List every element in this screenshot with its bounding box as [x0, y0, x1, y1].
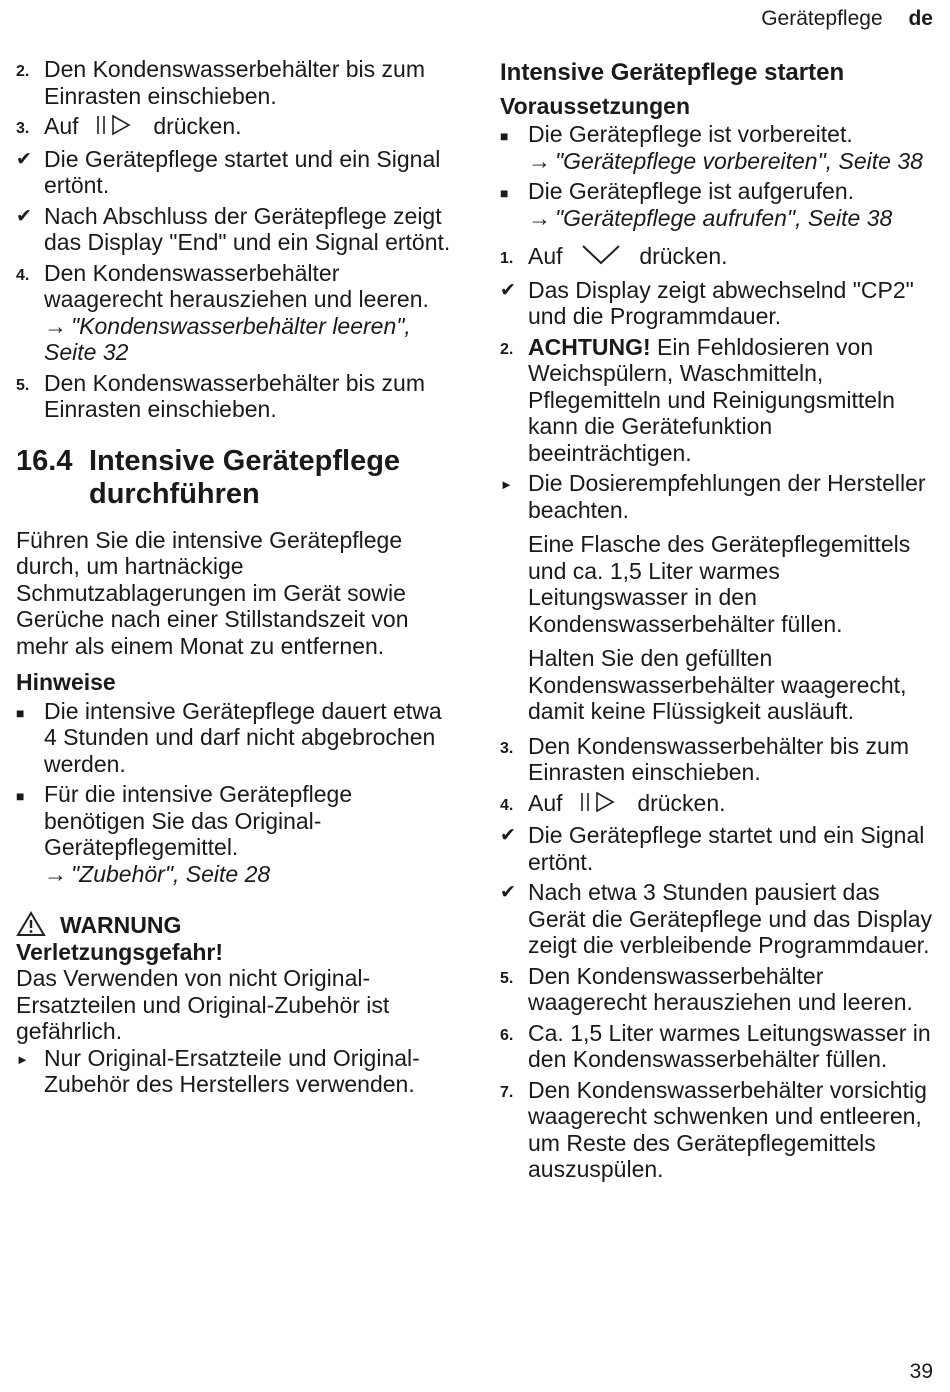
step-1: [500, 243, 940, 273]
left-column: [16, 56, 456, 1102]
step-text: Ein Fehldosieren von Weichspülern, Waschmitteln, Pflegemitteln und Reinigungsmitteln kann die Gerätefunktion beeinträchtigen.: [528, 333, 895, 466]
step-3: [16, 113, 456, 142]
square-bullet-icon: ■: [500, 185, 509, 201]
step-text: Den Kondenswasserbehälter waagerecht herausziehen und leeren.: [44, 259, 429, 313]
step-text-after: drücken.: [639, 243, 728, 269]
step-3: [500, 733, 940, 786]
step-text: Den Kondenswasserbehälter bis zum Einrasten einschieben.: [44, 56, 425, 109]
step-text-after: drücken.: [153, 113, 242, 139]
step-text: Ca. 1,5 Liter warmes Leitungswasser in den Kondenswasserbehälter füllen.: [528, 1019, 931, 1073]
result-item: [16, 203, 456, 256]
header-section: Gerätepflege: [761, 7, 883, 30]
check-icon: ✔: [16, 148, 32, 170]
triangle-bullet-icon: ►: [500, 477, 513, 493]
cross-reference-link[interactable]: [528, 148, 940, 175]
instruction-paragraph: Halten Sie den gefüllten Kondenswasserbehälter waagerecht, damit keine Flüssigkeit ausläuft.: [528, 645, 907, 725]
warning-title: [16, 911, 456, 939]
result-item: [500, 277, 940, 330]
action-text: Die Dosierempfehlungen der Hersteller beachten.: [528, 470, 926, 523]
warning-triangle-icon: [16, 911, 46, 937]
result-text: Nach etwa 3 Stunden pausiert das Gerät die Gerätepflege und das Display zeigt die verbleibende Programmdauer.: [528, 879, 933, 959]
prerequisites-heading: Voraussetzungen: [500, 92, 690, 119]
square-bullet-icon: ■: [16, 704, 25, 721]
link-text: "Gerätepflege vorbereiten", Seite 38: [555, 147, 923, 174]
header-language: de: [908, 7, 933, 30]
right-column: [500, 56, 940, 1187]
warning-heading: Verletzungsgefahr!: [16, 938, 224, 965]
arrow-right-icon: →: [44, 312, 67, 339]
intro-paragraph: Führen Sie die intensive Gerätepflege durch, um hartnäckige Schmutzablagerungen im Gerät sowie Gerüche nach einer Stillstandszeit von mehr als einem Monat zu entfernen.: [16, 526, 409, 659]
check-icon: ✔: [500, 279, 516, 301]
step-text: Den Kondenswasserbehälter waagerecht herausziehen und leeren.: [528, 962, 913, 1016]
step-5: [500, 963, 940, 1016]
link-text: "Gerätepflege aufrufen", Seite 38: [555, 204, 893, 231]
prerequisite-item: [500, 121, 940, 174]
step-number: 3.: [16, 120, 30, 137]
step-number: 3.: [500, 739, 514, 757]
arrow-right-icon: →: [528, 147, 551, 174]
warning-text: Das Verwenden von nicht Original-Ersatzteilen und Original-Zubehör ist gefährlich.: [16, 965, 390, 1045]
step-2: [16, 56, 456, 109]
section-title: Intensive Gerätepflege durchführen: [89, 444, 401, 510]
step-5: [16, 370, 456, 423]
hint-item: [16, 781, 456, 887]
result-text: Die Gerätepflege startet und ein Signal ertönt.: [528, 822, 925, 875]
step-2: [500, 334, 940, 467]
prerequisite-text: Die Gerätepflege ist aufgerufen.: [528, 178, 855, 204]
step-number: 2.: [16, 63, 30, 80]
step-number: 4.: [500, 796, 514, 814]
step-text-before: Auf: [44, 113, 79, 139]
step-number: 5.: [500, 969, 514, 987]
cross-reference-link[interactable]: [44, 861, 456, 888]
hints-heading: Hinweise: [16, 669, 116, 696]
step-4: [16, 260, 456, 366]
result-item: [500, 879, 940, 959]
step-text: Den Kondenswasserbehälter bis zum Einrasten einschieben.: [44, 369, 425, 423]
step-number: 7.: [500, 1083, 514, 1101]
prerequisite-text: Die Gerätepflege ist vorbereitet.: [528, 121, 853, 147]
page-number: 39: [909, 1360, 933, 1383]
step-text-before: Auf: [528, 789, 563, 816]
step-text-before: Auf: [528, 243, 563, 269]
step-text: Den Kondenswasserbehälter vorsichtig waagerecht schwenken und entleeren, um Reste des Gerätepflegemittels auszuspülen.: [528, 1076, 927, 1183]
result-item: [500, 822, 940, 875]
prerequisite-item: [500, 178, 940, 231]
hint-text: Die intensive Gerätepflege dauert etwa 4 Stunden und darf nicht abgebrochen werden.: [44, 697, 442, 777]
caution-label: ACHTUNG!: [528, 333, 651, 360]
result-item: [16, 146, 456, 199]
step-number: 5.: [16, 376, 30, 394]
chevron-down-icon: [579, 243, 623, 273]
cross-reference-link[interactable]: [528, 205, 940, 232]
result-text: Nach Abschluss der Gerätepflege zeigt das Display "End" und ein Signal ertönt.: [44, 202, 451, 256]
hint-text: Für die intensive Gerätepflege benötigen Sie das Original-Gerätepflegemittel.: [44, 781, 353, 861]
section-heading: [16, 445, 456, 511]
square-bullet-icon: ■: [500, 128, 509, 144]
section-number: 16.4: [16, 444, 73, 477]
step-number: 1.: [500, 250, 514, 267]
check-icon: ✔: [500, 882, 516, 904]
cross-reference-link[interactable]: [44, 313, 456, 366]
check-icon: ✔: [16, 205, 32, 227]
step-text-after: drücken.: [637, 789, 726, 816]
link-text: "Kondenswasserbehälter leeren", Seite 32: [44, 312, 411, 366]
step-4: [500, 790, 940, 819]
step-6: [500, 1020, 940, 1073]
hint-item: [16, 698, 456, 778]
square-bullet-icon: ■: [16, 788, 25, 805]
arrow-right-icon: →: [44, 860, 67, 887]
instruction-paragraph: Eine Flasche des Gerätepflegemittels und ca. 1,5 Liter warmes Leitungswasser in den Kondenswasserbehälter füllen.: [528, 531, 911, 637]
step-number: 2.: [500, 340, 514, 358]
step-text: Den Kondenswasserbehälter bis zum Einrasten einschieben.: [528, 732, 909, 786]
page-header: [761, 7, 933, 31]
action-item: [500, 470, 940, 523]
warning-label: WARNUNG: [60, 912, 182, 939]
action-text: Nur Original-Ersatzteile und Original-Zubehör des Herstellers verwenden.: [44, 1044, 420, 1098]
step-number: 6.: [500, 1026, 514, 1044]
step-7: [500, 1077, 940, 1183]
start-pause-icon: [95, 114, 137, 142]
check-icon: ✔: [500, 825, 516, 847]
result-text: Das Display zeigt abwechselnd "CP2" und die Programmdauer.: [528, 276, 914, 330]
step-number: 4.: [16, 266, 30, 284]
arrow-right-icon: →: [528, 204, 551, 231]
start-pause-icon: [579, 791, 621, 819]
link-text: "Zubehör", Seite 28: [71, 860, 271, 887]
triangle-bullet-icon: ►: [16, 1051, 29, 1067]
warning-action: [16, 1045, 456, 1098]
subsection-title: Intensive Gerätepflege starten: [500, 59, 845, 86]
result-text: Die Gerätepflege startet und ein Signal ertönt.: [44, 145, 441, 199]
